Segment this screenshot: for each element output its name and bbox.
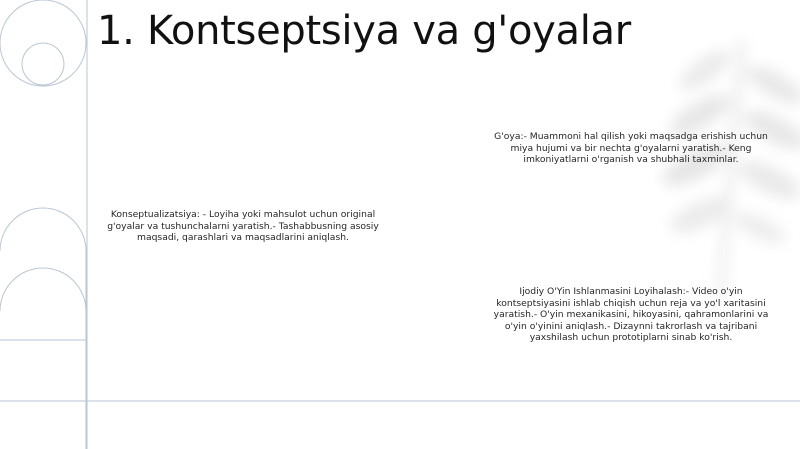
text-line: imkoniyatlarni o'rganish va shubhali taxminlar. [523, 154, 739, 166]
text-line: miya hujumi va bir nechta g'oyalarni yaratish.- Keng [510, 142, 752, 154]
text-line: yaxshilash uchun prototiplarni sinab ko'rish. [529, 332, 733, 344]
text-line: yaratish.- O'yin mexanikasini, hikoyasini, qahramonlarini va [493, 309, 769, 321]
text-line: Ijodiy O'Yin Ishlanmasini Loyihalash:- Video o'yin [519, 286, 743, 297]
text-line: G'oya:- Muammoni hal qilish yoki maqsadga erishish uchun [494, 131, 768, 142]
text-line: kontseptsiyasini ishlab chiqish uchun reja va yo'l xaritasini [496, 297, 766, 309]
leaf-watermark-icon [657, 40, 800, 300]
slide-title: 1. Kontseptsiya va g'oyalar [97, 8, 631, 54]
text-block-konseptualizatsiya [98, 209, 388, 244]
arch-line-art-icon [0, 208, 86, 449]
text-line: o'yin o'yinini aniqlash.- Dizaynni takrorlash va tajribani [504, 320, 758, 332]
text-block-ijodiy [486, 286, 776, 344]
text-line: g'oyalar va tushunchalarni yaratish.- Tashabbusning asosiy [107, 220, 379, 232]
circle-line-art-icon [0, 0, 86, 86]
text-line: maqsadi, qarashlari va maqsadlarini aniqlash. [137, 232, 349, 244]
text-line: Konseptualizatsiya: - Loyiha yoki mahsulot uchun original [110, 209, 376, 220]
text-block-goya [486, 131, 776, 166]
